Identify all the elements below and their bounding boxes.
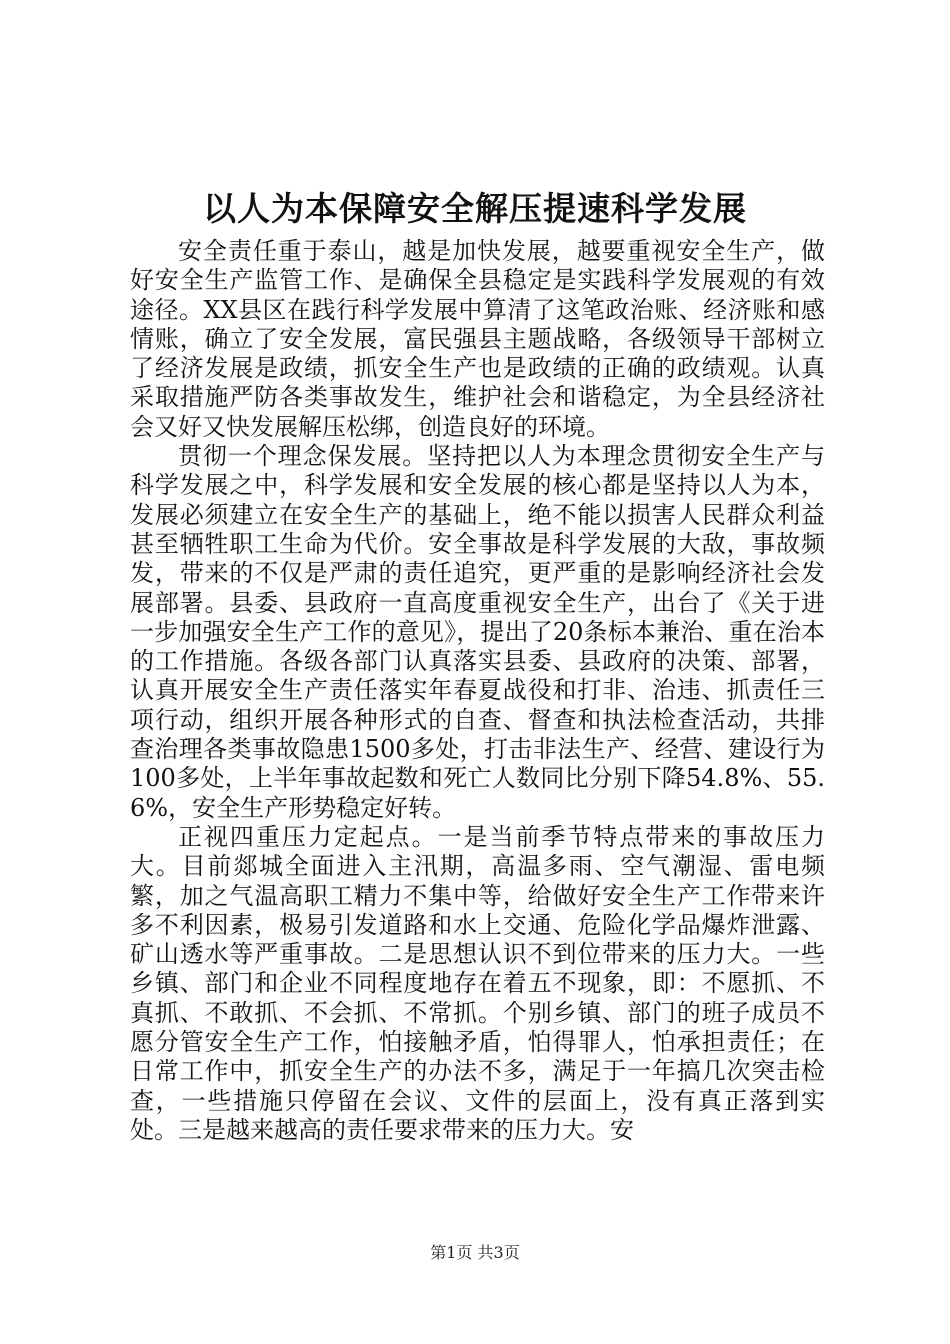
document-title: 以人为本保障安全解压提速科学发展 (203, 189, 747, 228)
paragraph-2: 贯彻一个理念保发展。坚持把以人为本理念贯彻安全生产与科学发展之中，科学发展和安全发展的核心都是坚持以人为本，发展必须建立在安全生产的基础上，绝不能以损害人民群众利益甚至牺牲职工生命为代价。安全事故是科学发展的大敌，事故频发，带来的不仅是严肃的责任追究，更严重的是影响经济社会发展部署。县委、县政府一直高度重视安全生产，出台了《关于进一步加强安全生产工作的意见》，提出了20条标本兼治、重在治本的工作措施。各级各部门认真落实县委、县政府的决策、部署，认真开展安全生产责任落实年春夏战役和打非、治违、抓责任三项行动，组织开展各种形式的自查、督查和执法检查活动，共排查治理各类事故隐患1500多处，打击非法生产、经营、建设行为100多处，上半年事故起数和死亡人数同比分别下降54.8%、55.6%，安全生产形势稳定好转。 (130, 442, 825, 822)
paragraph-3: 正视四重压力定起点。一是当前季节特点带来的事故压力大。目前郯城全面进入主汛期，高温多雨、空气潮湿、雷电频繁，加之气温高职工精力不集中等，给做好安全生产工作带来许多不利因素，极易引发道路和水上交通、危险化学品爆炸泄露、矿山透水等严重事故。二是思想认识不到位带来的压力大。一些乡镇、部门和企业不同程度地存在着五不现象，即：不愿抓、不真抓、不敢抓、不会抓、不常抓。个别乡镇、部门的班子成员不愿分管安全生产工作，怕接触矛盾，怕得罪人，怕承担责任；在日常工作中，抓安全生产的办法不多，满足于一年搞几次突击检查，一些措施只停留在会议、文件的层面上，没有真正落到实处。三是越来越高的责任要求带来的压力大。安 (130, 822, 825, 1144)
page-number-footer: 第1页 共3页 (430, 1243, 520, 1262)
document-body (130, 237, 825, 1145)
paragraph-1: 安全责任重于泰山，越是加快发展，越要重视安全生产，做好安全生产监管工作、是确保全县稳定是实践科学发展观的有效途径。XX县区在践行科学发展中算清了这笔政治账、经济账和感情账，确立了安全发展，富民强县主题战略，各级领导干部树立了经济发展是政绩，抓安全生产也是政绩的正确的政绩观。认真采取措施严防各类事故发生，维护社会和谐稳定，为全县经济社会又好又快发展解压松绑，创造良好的环境。 (130, 237, 825, 441)
